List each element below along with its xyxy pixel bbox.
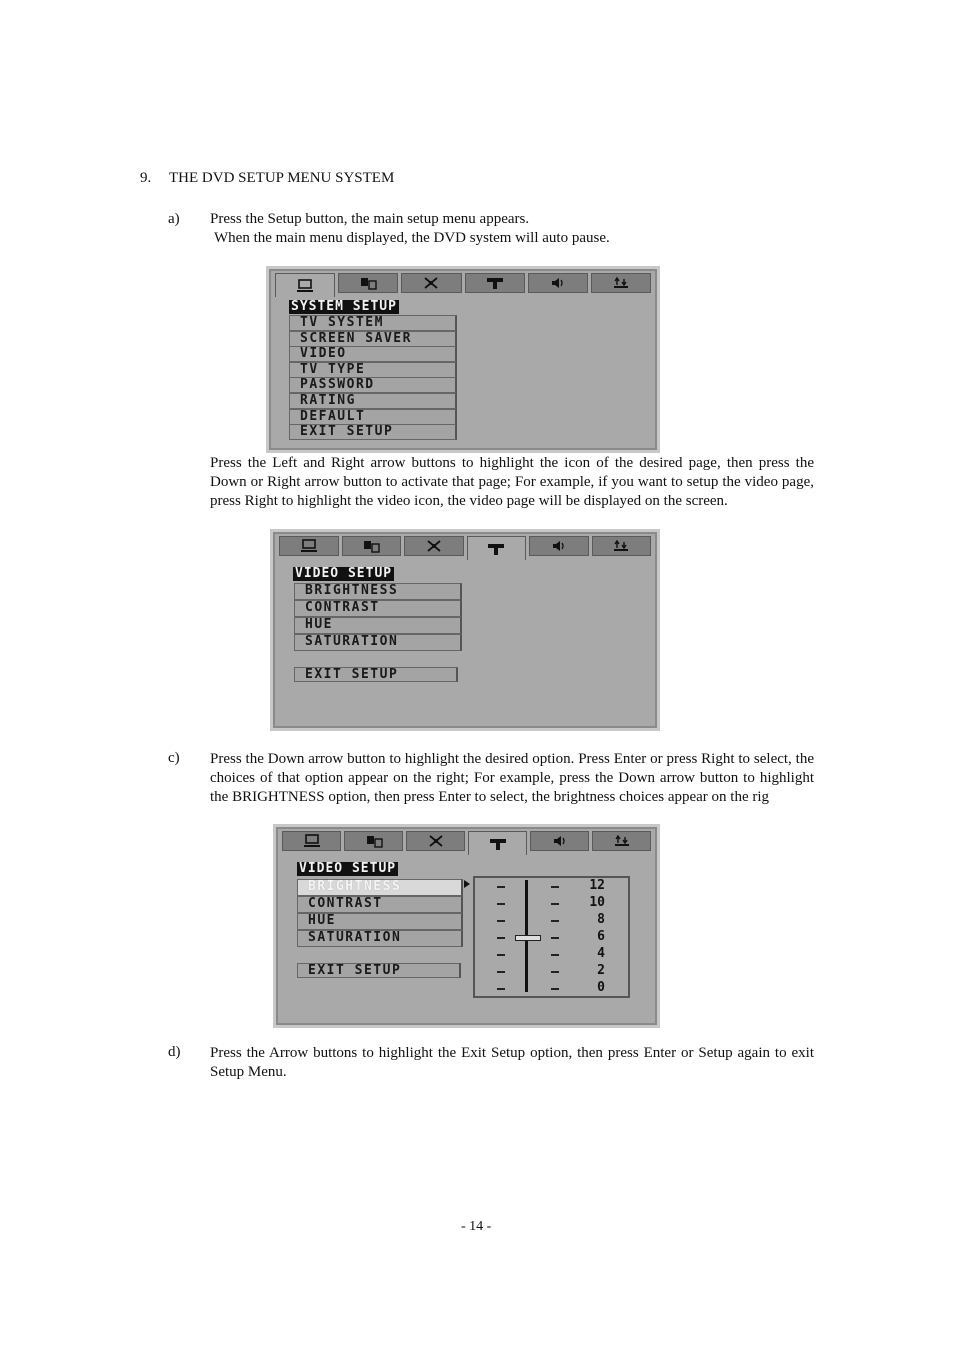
slider-thumb	[515, 935, 541, 941]
menu-item-tv-system: TV SYSTEM	[289, 315, 457, 331]
brightness-slider	[473, 876, 630, 998]
tab-arrows	[592, 831, 651, 851]
menu-item-rating: RATING	[289, 393, 457, 409]
arrows-icon	[611, 834, 633, 848]
menu-item-contrast: CONTRAST	[294, 600, 462, 617]
tools-icon	[423, 539, 445, 553]
menu-item-tv-type: TV TYPE	[289, 362, 457, 378]
menu-tab-bar	[279, 536, 651, 556]
tab-arrows	[592, 536, 652, 556]
tab-video	[467, 536, 527, 560]
slider-tick	[497, 937, 505, 939]
page-number: - 14 -	[461, 1219, 492, 1234]
tab-tools	[404, 536, 464, 556]
item-a-line1: Press the Setup button, the main setup menu appears.	[210, 211, 530, 227]
arrows-icon	[610, 539, 632, 553]
slider-level-label: 8	[597, 912, 605, 927]
section-title: THE DVD SETUP MENU SYSTEM	[169, 170, 395, 186]
video-setup-screenshot	[270, 529, 660, 731]
speaker-icon	[548, 539, 570, 553]
video-icon	[484, 276, 506, 290]
slider-tick	[551, 937, 559, 939]
slider-level-label: 6	[597, 929, 605, 944]
menu-item-contrast: CONTRAST	[297, 896, 463, 913]
menu-item-hue: HUE	[297, 913, 463, 930]
video-setup-title: VIDEO SETUP	[295, 566, 393, 581]
slider-tick	[497, 920, 505, 922]
tab-monitor	[275, 273, 335, 297]
slider-tick	[551, 971, 559, 973]
menu-tab-bar	[275, 273, 651, 293]
menu-item-screen-saver: SCREEN SAVER	[289, 331, 457, 347]
slider-tick	[497, 971, 505, 973]
tab-tools	[401, 273, 461, 293]
slider-tick	[497, 903, 505, 905]
menu-item-brightness: BRIGHTNESS	[297, 879, 463, 896]
item-c-marker: c)	[168, 750, 180, 766]
system-setup-screenshot	[266, 266, 660, 453]
tab-monitor	[279, 536, 339, 556]
slider-tick	[497, 886, 505, 888]
item-d-marker: d)	[168, 1044, 181, 1060]
system-setup-title: SYSTEM SETUP	[291, 299, 397, 314]
tab-speaker	[530, 831, 589, 851]
section-number: 9.	[140, 170, 152, 186]
menu-item-hue: HUE	[294, 617, 462, 634]
slider-level-label: 4	[597, 946, 605, 961]
slider-tick	[551, 886, 559, 888]
item-b-paragraph: Press the Left and Right arrow buttons to highlight the icon of the desired page, then press the Down or Right arrow button to activate that page; For example, if you want to setup the video page, press Right to highlight the video icon, the video page will be displayed on the screen.	[210, 455, 814, 509]
item-a-marker: a)	[168, 211, 180, 227]
tools-icon	[425, 834, 447, 848]
language-icon	[360, 539, 382, 553]
arrows-icon	[610, 276, 632, 290]
menu-item-saturation: SATURATION	[297, 930, 463, 947]
tab-speaker	[529, 536, 589, 556]
slider-tick	[497, 954, 505, 956]
slider-level-label: 10	[589, 895, 605, 910]
tab-speaker	[528, 273, 588, 293]
item-c-paragraph: Press the Down arrow button to highlight the desired option. Press Enter or press Right to select, the choices of that option appear on the right; For example, press the Down arrow button to highlight the BRIGHTNESS option, then press Enter to select, the brightness choices appear on the rig	[210, 751, 814, 805]
slider-tick	[551, 920, 559, 922]
menu-item-video: VIDEO	[289, 346, 457, 362]
menu-item-exit-setup: EXIT SETUP	[289, 424, 457, 440]
tab-video	[465, 273, 525, 293]
slider-tick	[497, 988, 505, 990]
slider-tick	[551, 988, 559, 990]
slider-tick	[551, 903, 559, 905]
menu-tab-bar	[282, 831, 651, 851]
menu-item-default: DEFAULT	[289, 409, 457, 425]
language-icon	[357, 276, 379, 290]
slider-level-label: 2	[597, 963, 605, 978]
slider-level-label: 0	[597, 980, 605, 995]
exit-setup-item: EXIT SETUP	[297, 963, 461, 978]
video-icon	[485, 542, 507, 556]
tab-language	[344, 831, 403, 851]
tab-language	[342, 536, 402, 556]
selection-arrow-icon	[464, 880, 470, 888]
menu-item-brightness: BRIGHTNESS	[294, 583, 462, 600]
monitor-icon	[301, 834, 323, 848]
tools-icon	[420, 276, 442, 290]
item-d-paragraph: Press the Arrow buttons to highlight the Exit Setup option, then press Enter or Setup again to exit Setup Menu.	[210, 1045, 814, 1080]
tab-language	[338, 273, 398, 293]
menu-item-password: PASSWORD	[289, 377, 457, 393]
speaker-icon	[547, 276, 569, 290]
tab-video	[468, 831, 527, 855]
brightness-setup-screenshot	[273, 824, 660, 1028]
monitor-icon	[298, 539, 320, 553]
exit-setup-item: EXIT SETUP	[294, 667, 458, 682]
speaker-icon	[549, 834, 571, 848]
tab-arrows	[591, 273, 651, 293]
language-icon	[363, 834, 385, 848]
item-a-line2: When the main menu displayed, the DVD system will auto pause.	[214, 230, 610, 246]
slider-level-label: 12	[589, 878, 605, 893]
tab-monitor	[282, 831, 341, 851]
tab-tools	[406, 831, 465, 851]
slider-tick	[551, 954, 559, 956]
menu-item-saturation: SATURATION	[294, 634, 462, 651]
monitor-icon	[294, 279, 316, 293]
video-icon	[487, 837, 509, 851]
video-setup-title: VIDEO SETUP	[299, 861, 397, 876]
